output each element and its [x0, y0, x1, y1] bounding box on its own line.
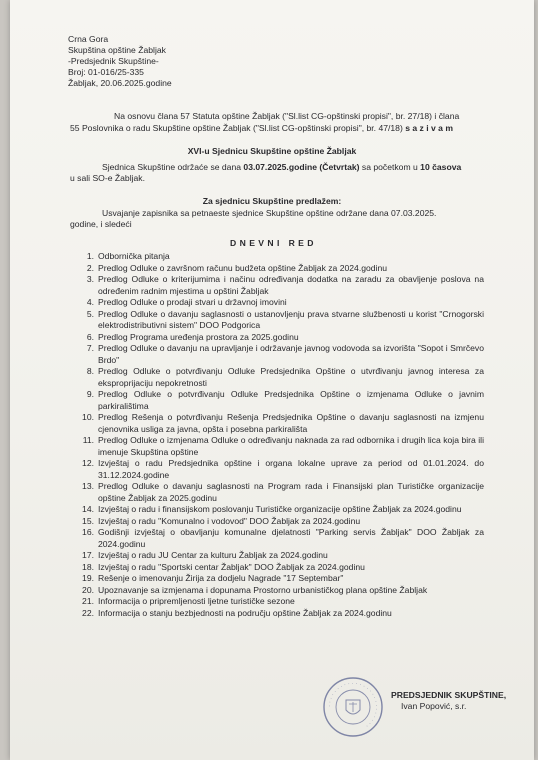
agenda-item-number: 5. [86, 308, 94, 319]
agenda-item-number: 21. [82, 596, 94, 606]
agenda-item [82, 608, 484, 620]
agenda-item [82, 389, 484, 412]
signature-name: Ivan Popović, s.r. [401, 701, 467, 711]
agenda-item [82, 458, 484, 481]
agenda-item [82, 562, 484, 574]
agenda-item-text: Predlog Odluke o kriterijumima i načinu određivanja dodatka na zaradu za obavljenje poslova na određenim radnim mjestima u opštini Žabljak [98, 274, 484, 296]
proposal-text-2: godine, i sledeći [70, 219, 132, 229]
intro-line-1: Na osnovu člana 57 Statuta opštine Žabljak ("Sl.list CG-opštinski propisi", br. 27/18) i člana [114, 111, 460, 121]
session-date: 03.07.2025.godine (Četvrtak) [243, 162, 360, 172]
agenda-item-text: Predlog Odluke o potvrđivanju Odluke Predsjednika Opštine o utvrđivanju javnog interesa za eksproprijaciju nepokretnosti [98, 366, 484, 388]
agenda-item-number: 18. [82, 561, 94, 572]
agenda-item-number: 9. [86, 389, 94, 399]
agenda-item [82, 596, 484, 608]
agenda-item-number: 22. [82, 607, 94, 618]
agenda-item [82, 481, 484, 504]
agenda-item [82, 585, 484, 597]
agenda-item [82, 274, 484, 297]
agenda-item-text: Izvještaj o radu JU Centar za kulturu Žabljak za 2024.godinu [98, 550, 328, 560]
agenda-item [82, 550, 484, 562]
agenda-item [82, 527, 484, 550]
agenda-title: D N E V N I R E D [230, 238, 314, 248]
signature-block [391, 690, 506, 712]
signature-title: PREDSJEDNIK SKUPŠTINE, [391, 690, 507, 700]
intro-line-2 [70, 123, 453, 134]
document-page [10, 0, 534, 760]
agenda-item-text: Rešenje o imenovanju Žirija za dodjelu Nagrade "17 Septembar" [98, 573, 344, 583]
session-start-label: sa početkom u [361, 162, 418, 172]
agenda-item-number: 20. [82, 584, 94, 595]
header-date: Žabljak, 20.06.2025.godine [68, 78, 172, 88]
agenda-item [82, 309, 484, 332]
agenda-item [82, 504, 484, 516]
session-location: u sali SO-e Žabljak. [70, 173, 145, 183]
agenda-item-number: 3. [86, 274, 94, 284]
agenda-item-text: Upoznavanje sa izmjenama i dopunama Prostorno urbanističkog plana opštine Žabljak [98, 584, 428, 595]
agenda-item [82, 251, 484, 263]
agenda-item-number: 7. [86, 343, 94, 353]
agenda-item [82, 332, 484, 344]
agenda-item-number: 11. [82, 435, 94, 445]
agenda-item-text: Predlog Odluke o davanju saglasnosti na Program rada i Finansijski plan Turističke organizacije opštine Žabljak za 2025.godinu [98, 481, 484, 503]
agenda-item-number: 10. [82, 412, 94, 422]
agenda-item [82, 516, 484, 528]
agenda-item-number: 19. [82, 573, 94, 583]
agenda-item-text: Izvještaj o radu "Sportski centar Žabljak" DOO Žabljak za 2024.godinu [98, 561, 365, 572]
header-assembly: Skupština opštine Žabljak [68, 45, 166, 55]
agenda-item [82, 573, 484, 585]
agenda-item-text: Predlog Odluke o izmjenama Odluke o određivanju naknada za rad odbornika i drugih lica koja bira ili imenuje Skupština opštine [98, 435, 484, 457]
agenda-item-text: Predlog Programa uređenja prostora za 2025.godinu [98, 331, 299, 342]
session-line-1 [102, 162, 461, 173]
header-office: -Predsjednik Skupštine- [68, 56, 159, 66]
agenda-item-text: Informacija o pripremljenosti ljetne turističke sezone [98, 596, 295, 606]
agenda-item-number: 1. [86, 251, 94, 261]
agenda-item-number: 2. [86, 262, 94, 273]
agenda-item-number: 17. [82, 550, 94, 560]
agenda-item-text: Predlog Odluke o završnom računu budžeta opštine Žabljak za 2024.godinu [98, 262, 388, 273]
agenda-item-text: Predlog Rešenja o potvrđivanju Rešenja Predsjednika Opštine o davanju saglasnosti na izmjenu cjenovnika usliga za javna, opšta i posebna parkirališta [98, 412, 484, 434]
proposal-title: Za sjednicu Skupštine predlažem: [202, 196, 342, 206]
header-country: Crna Gora [68, 34, 109, 44]
agenda-item-text: Izvještaj o radu Predsjednika opštine i organa lokalne uprave za period od 01.01.2024. do 31.12.2024.godine [98, 458, 484, 480]
agenda-item [82, 297, 484, 309]
agenda-item-text: Predlog Odluke o davanju saglasnosti o ustanovljenju prava stvarne službenosti u korist "Crnogorski elektrodistributivni sistem" DOO Podgorica [98, 308, 484, 330]
agenda-item-text: Predlog Odluke o potvrđivanju Odluke Predsjednika Opštine o izmjenama Odluke o javnim parkiralištima [98, 389, 484, 411]
agenda-item-text: Predlog Odluke o prodaji stvari u državnoj imovini [98, 297, 287, 307]
convene-word: s a z i v a m [405, 123, 453, 133]
official-stamp [322, 676, 384, 738]
agenda-item-text: Informacija o stanju bezbjednosti na području opštine Žabljak za 2024.godinu [98, 607, 392, 618]
agenda-item-text: Godišnji izvještaj o obavljanju komunalne djelatnosti "Parking servis Žabljak" DOO Žabljak za 2024.godinu [98, 527, 484, 549]
session-intro: Sjednica Skupštine održaće se dana [102, 162, 242, 172]
agenda-item [82, 435, 484, 458]
session-title: XVI-u Sjednicu Skupštine opštine Žabljak [187, 146, 357, 156]
agenda-item-number: 14. [82, 504, 94, 514]
agenda-item-number: 15. [82, 515, 94, 526]
agenda-item-number: 16. [82, 527, 94, 537]
svg-text:· · · · · · · · · · · · · · ·: · · · · · · · · · · · · · · · · · · · · · · · · · [326, 680, 380, 729]
agenda-item-number: 6. [86, 331, 94, 342]
agenda-item [82, 263, 484, 275]
agenda-item-text: Odbornička pitanja [98, 251, 170, 261]
session-time: 10 časova [420, 162, 462, 172]
agenda-item-number: 4. [86, 297, 94, 307]
agenda-item-text: Izvještaj o radu i finansijskom poslovanju Turističke organizacije opštine Žabljak za 2024.godinu [98, 504, 462, 514]
agenda-item-number: 12. [82, 458, 94, 468]
agenda-item [82, 343, 484, 366]
agenda-item [82, 366, 484, 389]
agenda-list [82, 251, 484, 619]
agenda-item-number: 8. [86, 366, 94, 376]
header-number: Broj: 01-016/25-335 [68, 67, 144, 77]
agenda-item-number: 13. [82, 481, 94, 491]
agenda-item [82, 412, 484, 435]
agenda-item-text: Izvještaj o radu "Komunalno i vodovod" DOO Žabljak za 2024.godinu [98, 515, 361, 526]
agenda-item-text: Predlog Odluke o davanju na upravljanje i održavanje javnog vodovoda sa izvorišta "Sopot i Smrčevo Brdo" [98, 343, 484, 365]
intro-line-2-text: 55 Poslovnika o radu Skupštine opštine Žabljak ("Sl.list CG-opštinski propisi", br. 47/18) [70, 123, 403, 133]
proposal-text-1: Usvajanje zapisnika sa petnaeste sjednice Skupštine opštine održane dana 07.03.2025. [102, 208, 437, 218]
